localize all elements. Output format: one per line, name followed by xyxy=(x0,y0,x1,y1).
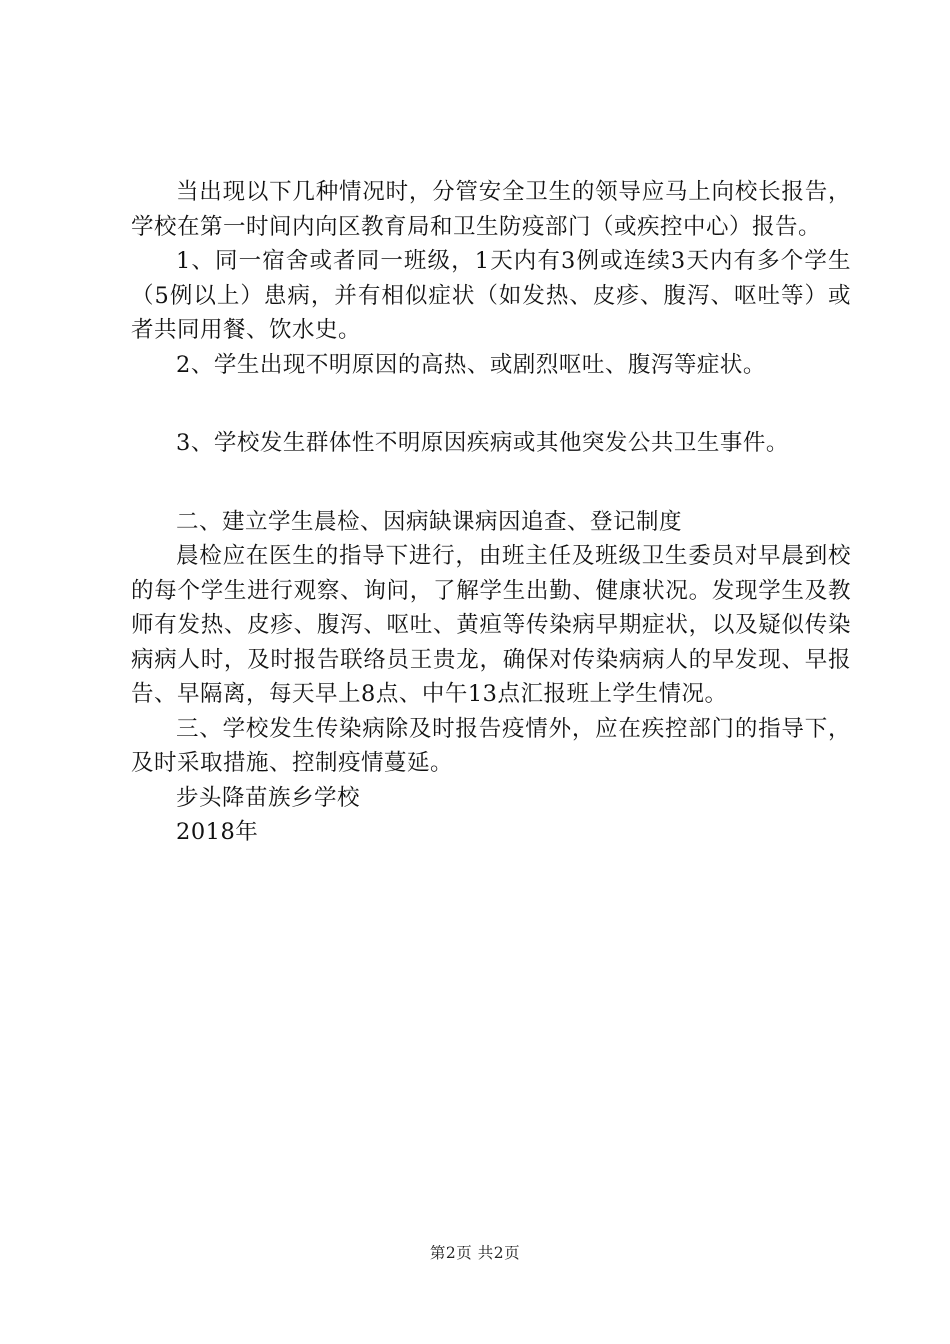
paragraph-condition-1: 1、同一宿舍或者同一班级，1天内有3例或连续3天内有多个学生（5例以上）患病，并有相似症状（如发热、皮疹、腹泻、呕吐等）或者共同用餐、饮水史。 xyxy=(131,248,851,343)
paragraph-spacer xyxy=(131,461,851,505)
signature-school-name: 步头降苗族乡学校 xyxy=(176,784,361,811)
page-number-footer: 第2页 共2页 xyxy=(429,1244,521,1262)
document-body xyxy=(131,175,851,850)
paragraph-condition-2: 2、学生出现不明原因的高热、或剧烈呕吐、腹泻等症状。 xyxy=(176,351,766,378)
paragraph-reporting-intro: 当出现以下几种情况时，分管安全卫生的领导应马上向校长报告，学校在第一时间内向区教育局和卫生防疫部门（或疾控中心）报告。 xyxy=(131,179,851,240)
paragraph-condition-3: 3、学校发生群体性不明原因疾病或其他突发公共卫生事件。 xyxy=(176,430,789,456)
signature-year: 2018年 xyxy=(176,819,259,845)
paragraph-spacer xyxy=(131,382,851,426)
paragraph-morning-check: 晨检应在医生的指导下进行，由班主任及班级卫生委员对早晨到校的每个学生进行观察、询问，了解学生出勤、健康状况。发现学生及教师有发热、皮疹、腹泻、呕吐、黄疸等传染病早期症状，以及疑似传染病病人时，及时报告联络员王贵龙，确保对传染病病人的早发现、早报告、早隔离，每天早上8点、中午13点汇报班上学生情况。 xyxy=(131,543,851,707)
section-heading-epidemic-control: 三、学校发生传染病除及时报告疫情外，应在疾控部门的指导下，及时采取措施、控制疫情蔓延。 xyxy=(131,715,851,776)
section-heading-morning-check: 二、建立学生晨检、因病缺课病因追查、登记制度 xyxy=(176,508,683,535)
